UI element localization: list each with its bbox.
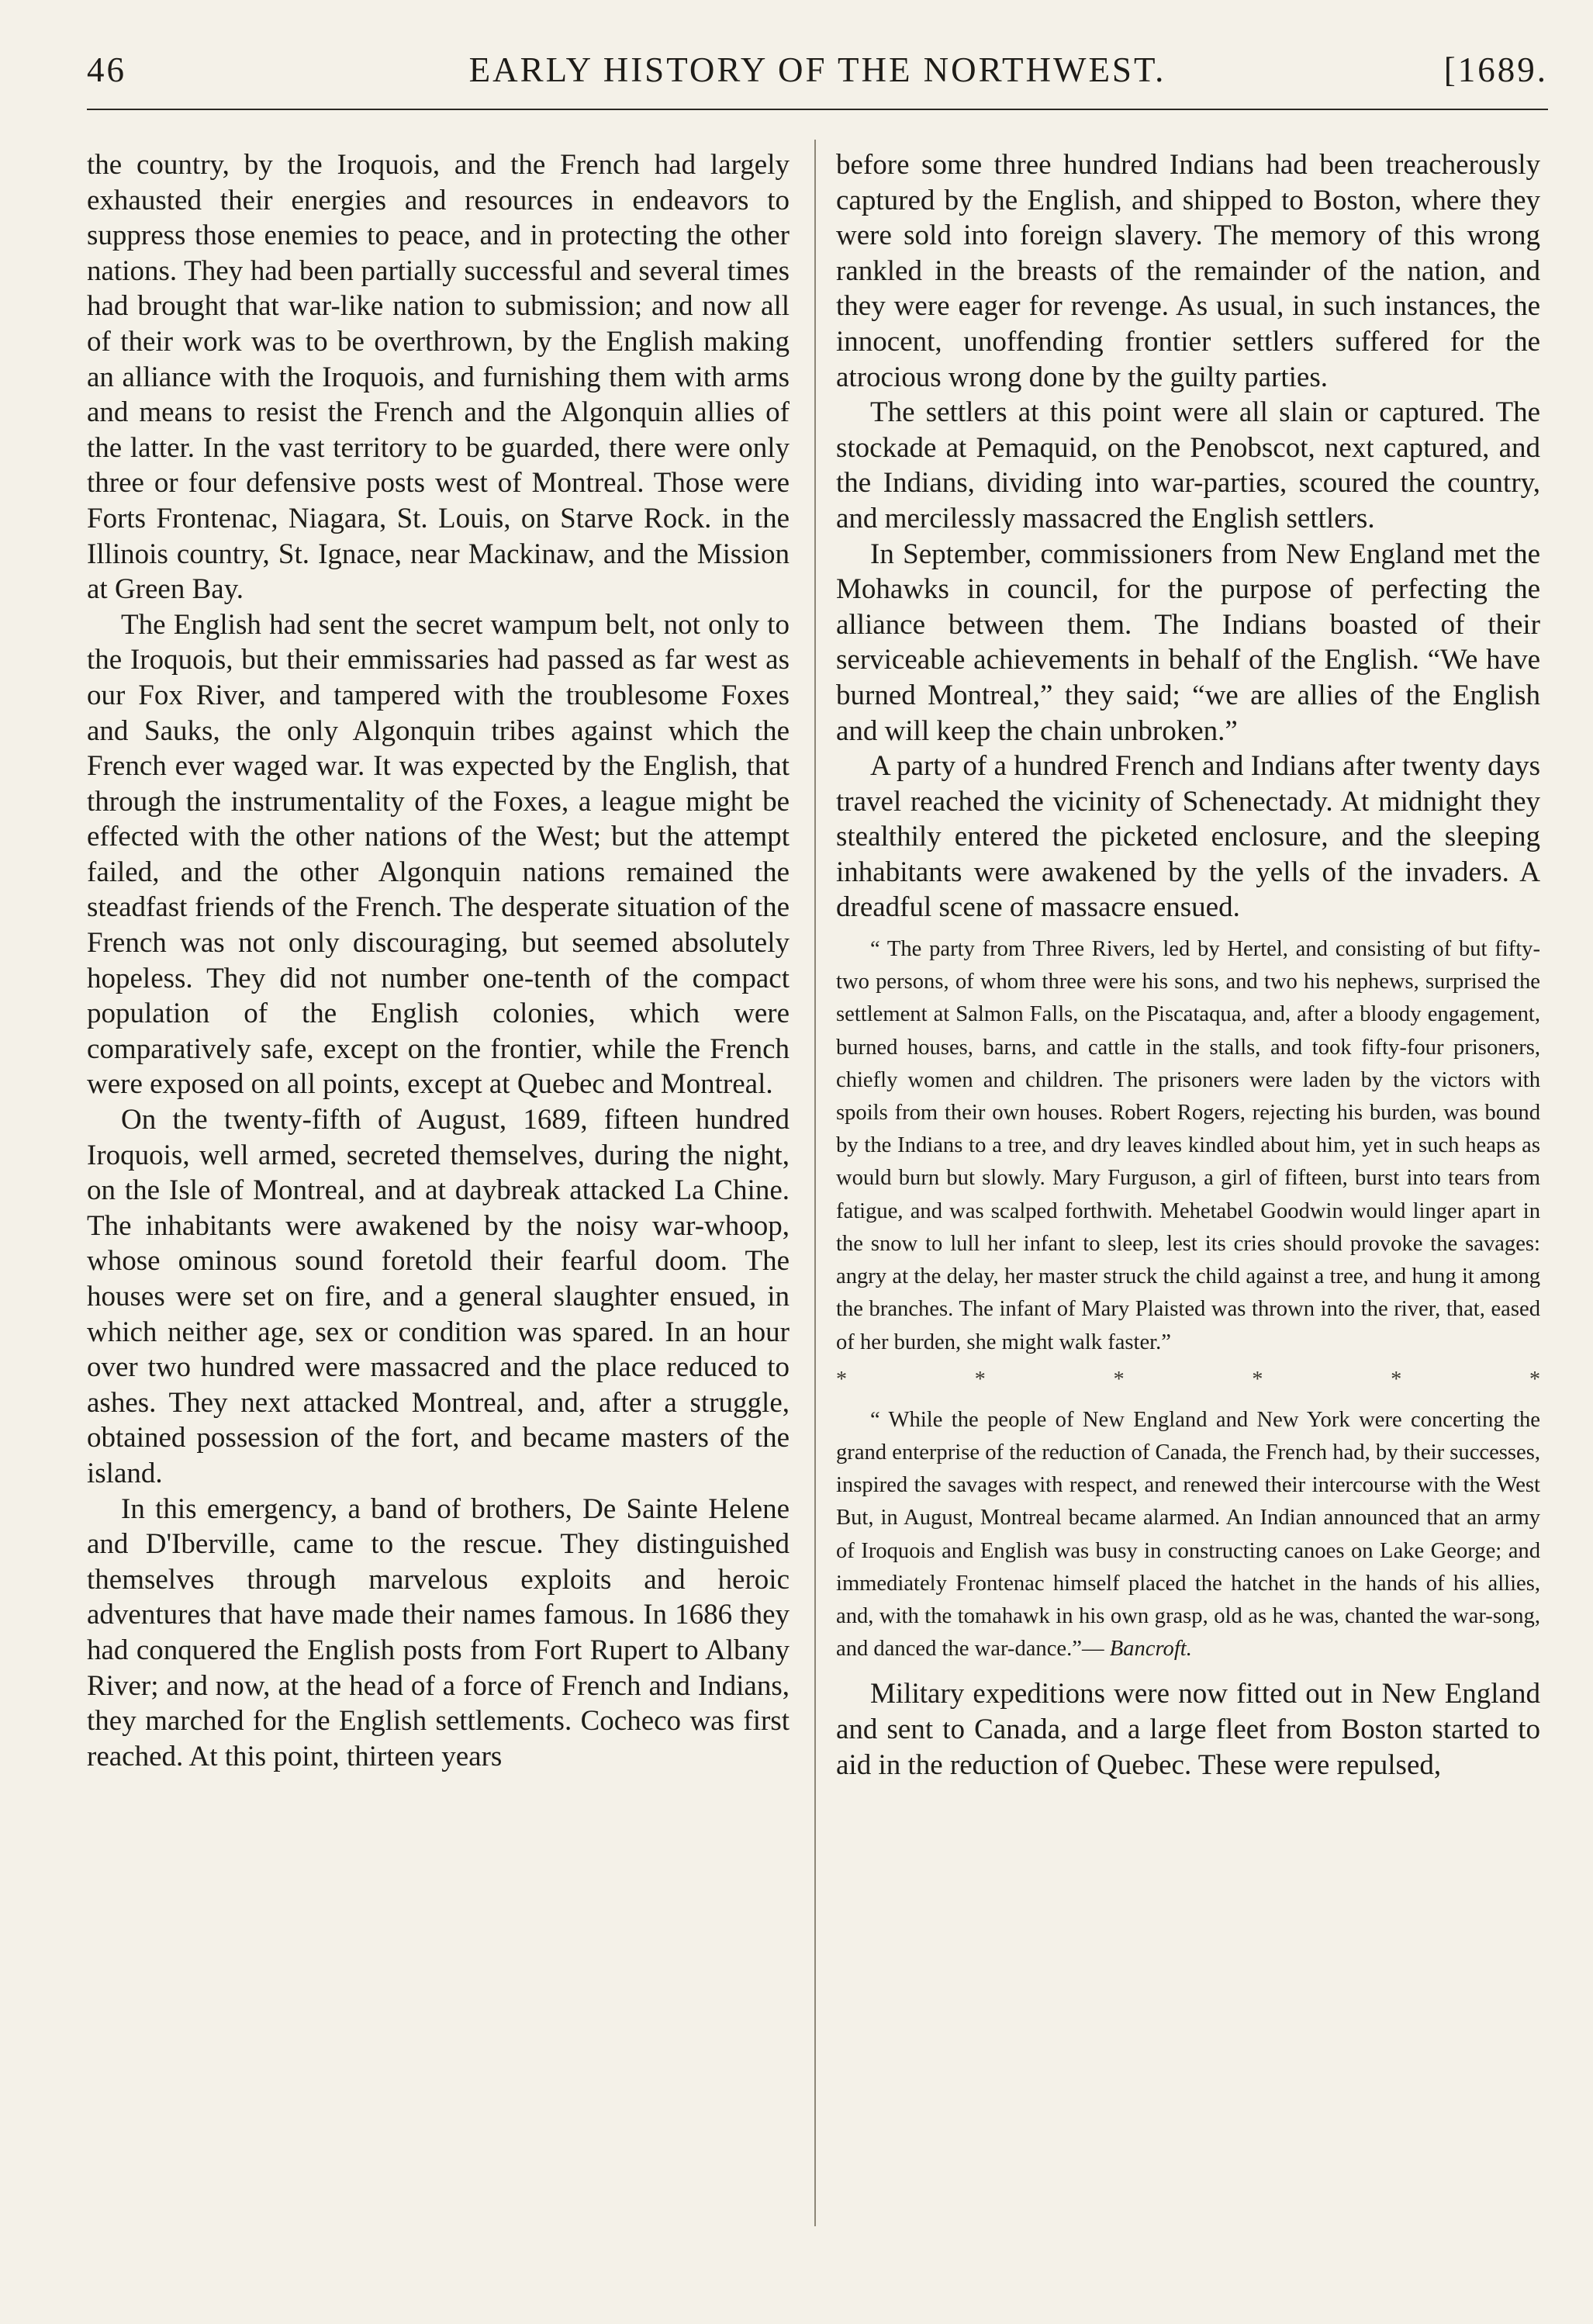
paragraph: In September, commissioners from New England met the Mohawks in council, for the purpose of perfecting the alliance between them. The Indians boasted of their serviceable achievements in behalf of the English. “We have burned Montreal,” they said; “we are allies of the English and will keep the chain unbroken.” (836, 538, 1540, 747)
block-quote (836, 1404, 1540, 1666)
paragraph: In this emergency, a band of brothers, De Sainte Helene and D'Iberville, came to the rescue. They distinguished themselves through marvelous exploits and heroic adventures that have made their names famous. In 1686 they had conquered the English posts from Fort Rupert to Albany River; and now, at the head of a force of French and Indians, they marched for the English settlements. Cocheco was first reached. At this point, thirteen years (87, 1492, 790, 1772)
page-header (87, 45, 1548, 95)
star: * (1529, 1367, 1540, 1392)
page-number: 46 (87, 50, 126, 89)
quote-text: “ The party from Three Rivers, led by Hertel, and consisting of but fifty-two persons, of whom three were his sons, and two his nephews, surprised the settlement at Salmon Falls, on the Piscataqua, and, after a bloody engagement, burned houses, barns, and cattle in the stalls, and took fifty-four prisoners, chiefly women and children. The prisoners were laden by the victors with spoils from their own houses. Robert Rogers, rejecting his burden, was bound by the Indians to a tree, and dry leaves kindled about him, yet in such heaps as would burn but slowly. Mary Furguson, a girl of fifteen, burst into tears from fatigue, and was scalped forthwith. Mehetabel Goodwin would linger apart in the snow to lull her infant to sleep, lest its cries should provoke the savages: angry at the delay, her master struck the child against a tree, and hung it among the branches. The infant of Mary Plaisted was thrown into the river, that, eased of her burden, she might walk faster.” (836, 937, 1540, 1354)
paragraph: On the twenty-fifth of August, 1689, fifteen hundred Iroquois, well armed, secreted themselves, during the night, on the Isle of Montreal, and at daybreak attacked La Chine. The inhabitants were awakened by the noisy war-whoop, whose ominous sound foretold their fearful doom. The houses were set on fire, and a general slaughter ensued, in which neither age, sex or condition was spared. In an hour over two hundred were massacred and the place reduced to ashes. They next attacked Montreal, and, after a struggle, obtained possession of the fort, and became masters of the island. (87, 1104, 790, 1489)
right-column (836, 147, 1540, 1783)
left-column (87, 147, 790, 1774)
star: * (1113, 1367, 1125, 1392)
star: * (974, 1367, 986, 1392)
paragraph: Military expeditions were now fitted out in New England and sent to Canada, and a large fleet from Boston started to aid in the reduction of Quebec. These were repulsed, (836, 1678, 1540, 1781)
paragraph: A party of a hundred French and Indians after twenty days travel reached the vicinity of Schenectady. At midnight they stealthily entered the picketed enclosure, and the sleeping inhabitants were awakened by the yells of the invaders. A dreadful scene of massacre ensued. (836, 750, 1540, 924)
citation: Bancroft. (1109, 1637, 1192, 1662)
ellipsis-stars (836, 1364, 1540, 1396)
paragraph: the country, by the Iroquois, and the French had largely exhausted their energies and resources in endeavors to suppress those enemies to peace, and in protecting the other nations. They had been partially successful and several times had brought that war-like nation to submission; and now all of their work was to be overthrown, by the English making an alliance with the Iroquois, and furnishing them with arms and means to resist the French and the Algonquin allies of the latter. In the vast territory to be guarded, there were only three or four defensive posts west of Montreal. Those were Forts Frontenac, Niagara, St. Louis, on Starve Rock. in the Illinois country, St. Ignace, near Mackinaw, and the Mission at Green Bay. (87, 149, 790, 606)
star: * (1391, 1367, 1402, 1392)
running-title: EARLY HISTORY OF THE NORTHWEST. (468, 50, 1166, 89)
quote-body: “ While the people of New England and New York were concerting the grand enterprise of the reduction of Canada, the French had, by their successes, inspired the savages with respect, and renewed their intercourse with the West But, in August, Montreal became alarmed. An Indian announced that an army of Iroquois and English was busy in constructing canoes on Lake George; and immediately Frontenac himself placed the hatchet in the hands of his allies, and, with the tomahawk in his own grasp, old as he was, chanted the war-song, and danced the war-dance.”— (836, 1407, 1540, 1662)
header-year: [1689. (1443, 50, 1548, 89)
paragraph: before some three hundred Indians had been treacherously captured by the English, and shipped to Boston, where they were sold into foreign slavery. The memory of this wrong rankled in the breasts of the remainder of the nation, and they were eager for revenge. As usual, in such instances, the innocent, unoffending frontier settlers suffered for the atrocious wrong done by the guilty parties. (836, 149, 1540, 393)
star: * (1252, 1367, 1263, 1392)
column-divider (814, 140, 816, 2226)
header-rule (87, 109, 1548, 110)
paragraph: The settlers at this point were all slain or captured. The stockade at Pemaquid, on the Penobscot, next captured, and the Indians, dividing into war-parties, scoured the country, and mercilessly massacred the English settlers. (836, 396, 1540, 534)
star: * (836, 1367, 847, 1392)
block-quote (836, 933, 1540, 1359)
paragraph: The English had sent the secret wampum belt, not only to the Iroquois, but their emmissaries had passed as far west as our Fox River, and tampered with the troublesome Foxes and Sauks, the only Algonquin tribes against which the French ever waged war. It was expected by the English, that through the instrumentality of the Foxes, a league might be effected with the other nations of the West; but the attempt failed, and the other Algonquin nations remained the steadfast friends of the French. The desperate situation of the French was not only discouraging, but seemed absolutely hopeless. They did not number one-tenth of the compact population of the English colonies, which were comparatively safe, except on the frontier, while the French were exposed on all points, except at Quebec and Montreal. (87, 608, 790, 1101)
quote-text (836, 1404, 1540, 1666)
